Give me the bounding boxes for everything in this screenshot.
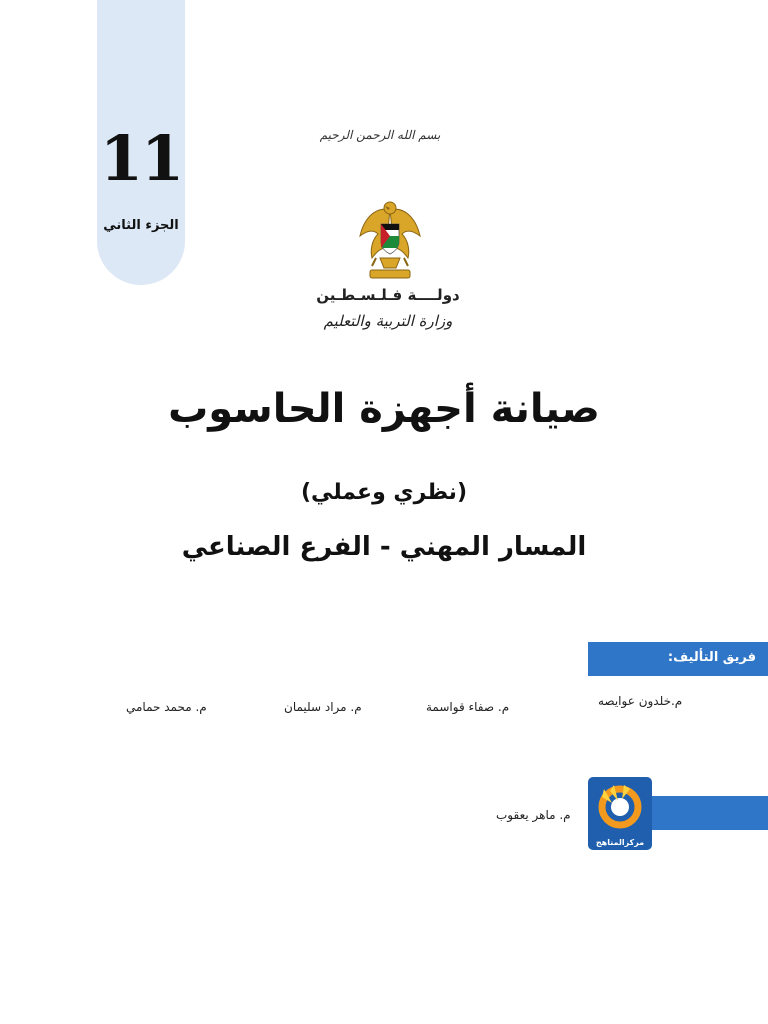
author-name: م. محمد حمامي xyxy=(126,700,207,714)
curriculum-center-emblem-icon xyxy=(588,777,652,837)
logo-text: مركزالمناهج xyxy=(595,838,645,847)
curriculum-center-logo xyxy=(588,777,652,850)
author-name: م.خلدون عوايصه xyxy=(598,694,683,708)
ministry-name: وزارة التربية والتعليم xyxy=(323,312,453,330)
book-title: صيانة أجهزة الحاسوب xyxy=(168,386,600,432)
eagle-emblem-icon xyxy=(352,196,428,284)
basmala-calligraphy: بسم الله الرحمن الرحيم xyxy=(319,128,441,142)
authoring-team-banner xyxy=(588,642,768,676)
logo-accent-bar xyxy=(652,796,768,830)
book-subtitle: (نظري وعملي) xyxy=(301,480,467,505)
author-name: م. ماهر يعقوب xyxy=(496,808,571,822)
grade-number: 11 xyxy=(99,122,183,195)
grade-part: الجزء الثاني xyxy=(103,218,179,233)
author-name: م. صفاء قواسمة xyxy=(426,700,510,714)
grade-tab xyxy=(97,0,185,285)
authoring-team-label: فريق التأليف: xyxy=(667,650,756,665)
book-track: المسار المهني - الفرع الصناعي xyxy=(181,532,587,562)
author-name: م. مراد سليمان xyxy=(284,700,362,714)
state-name: دولــــة فـلـسـطـين xyxy=(316,286,460,304)
